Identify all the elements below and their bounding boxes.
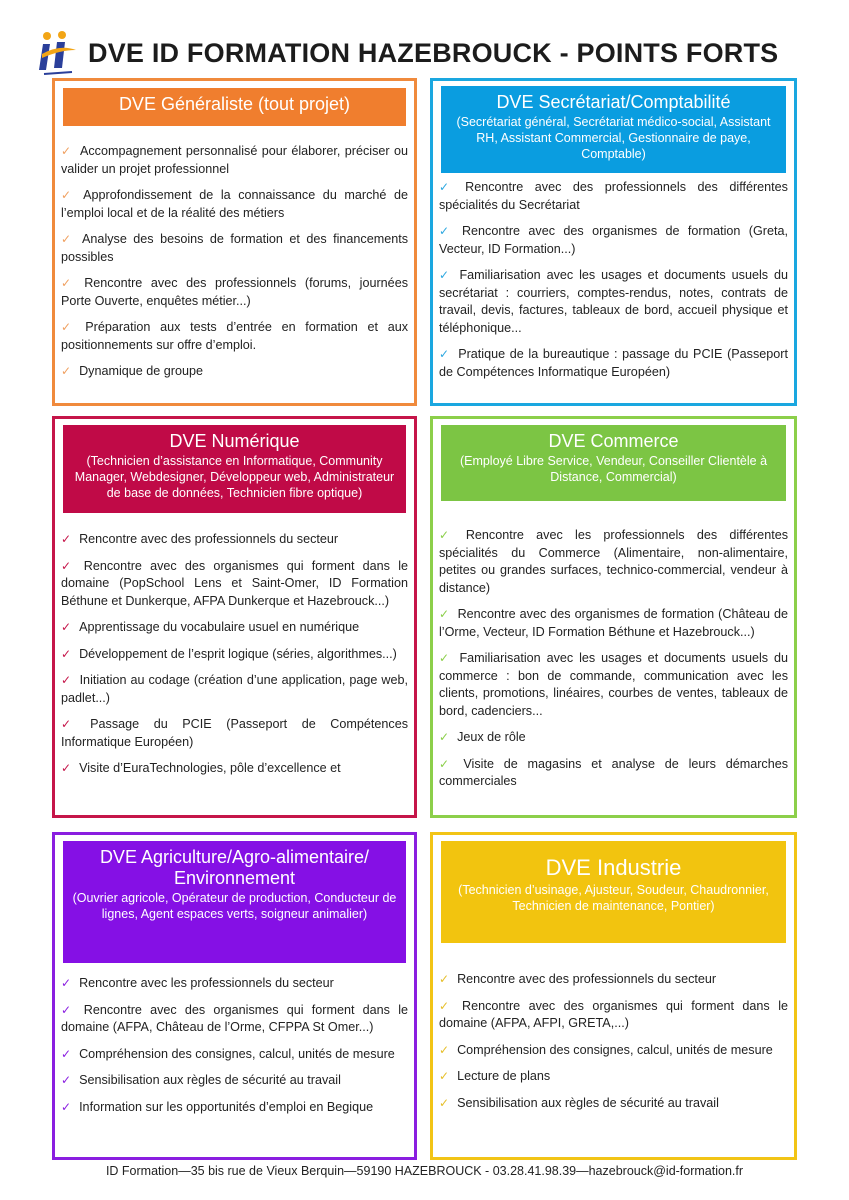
card-title: DVE Généraliste (tout projet) bbox=[118, 94, 351, 114]
card-subtitle: (Ouvrier agricole, Opérateur de production, Conducteur de lignes, Agent espaces verts, soigneur animalier) bbox=[72, 891, 397, 921]
check-icon: ✓ bbox=[439, 756, 456, 771]
list-item: ✓ Rencontre avec des professionnels du secteur bbox=[61, 532, 339, 546]
check-icon: ✓ bbox=[439, 268, 452, 282]
list-item: ✓ Accompagnement personnalisé pour élaborer, préciser ou valider un projet professionnel bbox=[61, 144, 408, 176]
points-list bbox=[61, 143, 408, 390]
card-dve-industrie bbox=[430, 832, 797, 1160]
footer-contact: ID Formation—35 bis rue de Vieux Berquin—59190 HAZEBROUCK - 03.28.41.98.39—hazebrouck@id-formation.fr bbox=[105, 1164, 744, 1178]
list-item: ✓ Approfondissement de la connaissance du marché de l’emploi local et de la réalité des métiers bbox=[61, 188, 408, 220]
list-item: ✓ Apprentissage du vocabulaire usuel en numérique bbox=[61, 620, 360, 634]
check-icon: ✓ bbox=[61, 532, 72, 546]
check-icon: ✓ bbox=[439, 651, 452, 665]
check-icon: ✓ bbox=[61, 232, 75, 246]
check-icon: ✓ bbox=[61, 1099, 72, 1114]
card-subtitle: (Technicien d’assistance en Informatique, Community Manager, Webdesigner, Développeur web, Administrateur de base de données, Technicien fibre optique) bbox=[74, 454, 395, 500]
card-dve-agriculture bbox=[52, 832, 417, 1160]
check-icon: ✓ bbox=[61, 188, 76, 202]
card-dve-secretariat bbox=[430, 78, 797, 406]
list-item: ✓ Visite de magasins et analyse de leurs démarches commerciales bbox=[439, 756, 789, 788]
check-icon: ✓ bbox=[61, 673, 72, 687]
check-icon: ✓ bbox=[439, 1042, 450, 1057]
list-item: ✓ Compréhension des consignes, calcul, unités de mesure bbox=[439, 1042, 773, 1057]
check-icon: ✓ bbox=[61, 320, 78, 334]
list-item: ✓ Sensibilisation aux règles de sécurité au travail bbox=[439, 1095, 719, 1110]
card-dve-commerce bbox=[430, 416, 797, 818]
points-list bbox=[439, 527, 788, 800]
card-header bbox=[63, 841, 406, 963]
id-formation-logo bbox=[38, 30, 78, 80]
card-header bbox=[441, 425, 786, 501]
list-item: ✓ Passage du PCIE (Passeport de Compétences Informatique Européen) bbox=[61, 717, 408, 749]
check-icon: ✓ bbox=[439, 972, 450, 986]
list-item: ✓ Développement de l’esprit logique (séries, algorithmes...) bbox=[61, 646, 397, 661]
list-item: ✓ Rencontre avec des professionnels du secteur bbox=[439, 972, 717, 986]
list-item: ✓ Analyse des besoins de formation et des financements possibles bbox=[61, 232, 408, 264]
card-dve-numerique bbox=[52, 416, 417, 818]
check-icon: ✓ bbox=[61, 364, 72, 378]
check-icon: ✓ bbox=[61, 976, 72, 990]
points-list bbox=[61, 531, 408, 787]
check-icon: ✓ bbox=[61, 276, 77, 290]
check-icon: ✓ bbox=[61, 1046, 72, 1061]
points-list bbox=[439, 179, 788, 390]
points-list bbox=[439, 971, 788, 1121]
card-title: DVE Agriculture/Agro-alimentaire/ Environnement bbox=[99, 847, 370, 888]
check-icon: ✓ bbox=[61, 1002, 76, 1017]
list-item: ✓ Rencontre avec des organismes qui forment dans le domaine (AFPA, AFPI, GRETA,...) bbox=[439, 998, 788, 1030]
card-dve-generaliste bbox=[52, 78, 417, 406]
list-item: ✓ Pratique de la bureautique : passage du PCIE (Passeport de Compétences Informatique Européen) bbox=[439, 347, 788, 379]
check-icon: ✓ bbox=[439, 607, 450, 621]
card-title: DVE Commerce bbox=[548, 431, 679, 451]
check-icon: ✓ bbox=[439, 528, 458, 542]
check-icon: ✓ bbox=[61, 717, 83, 731]
check-icon: ✓ bbox=[439, 347, 451, 361]
list-item: ✓ Rencontre avec des organismes qui forment dans le domaine (PopSchool Lens et Saint-Omer, ID Formation Béthune et Dunkerque, AFPA Dunkerque et Hazebrouck...) bbox=[61, 558, 408, 608]
check-icon: ✓ bbox=[439, 224, 454, 238]
points-list bbox=[61, 975, 408, 1125]
list-item: ✓ Rencontre avec les professionnels du secteur bbox=[61, 976, 334, 990]
list-item: ✓ Préparation aux tests d’entrée en formation et aux positionnements sur offre d’emploi. bbox=[61, 320, 408, 352]
check-icon: ✓ bbox=[439, 1069, 450, 1083]
check-icon: ✓ bbox=[61, 761, 72, 775]
check-icon: ✓ bbox=[61, 144, 72, 158]
list-item: ✓ Rencontre avec des professionnels (forums, journées Porte Ouverte, enquêtes métier...) bbox=[61, 276, 408, 308]
card-title: DVE Secrétariat/Comptabilité bbox=[496, 92, 731, 112]
check-icon: ✓ bbox=[61, 620, 72, 634]
card-header bbox=[441, 841, 786, 943]
card-header bbox=[441, 86, 786, 173]
card-title: DVE Industrie bbox=[545, 855, 682, 880]
list-item: ✓ Dynamique de groupe bbox=[61, 364, 203, 378]
card-subtitle: (Secrétariat général, Secrétariat médico-social, Assistant RH, Assistant Commercial, Gestionnaire de paye, Comptable) bbox=[456, 115, 771, 161]
list-item: ✓ Initiation au codage (création d’une application, page web, padlet...) bbox=[61, 673, 408, 705]
list-item: ✓ Compréhension des consignes, calcul, unités de mesure bbox=[61, 1046, 395, 1061]
check-icon: ✓ bbox=[439, 998, 455, 1013]
list-item: ✓ Rencontre avec les professionnels des différentes spécialités du Commerce (Alimentaire, non-alimentaire, petites ou grandes surfaces, technico-commercial, vendeur à distance) bbox=[439, 528, 788, 595]
check-icon: ✓ bbox=[439, 1095, 450, 1110]
list-item: ✓ Familiarisation avec les usages et documents usuels du commerce : bon de commande, communication avec les clients, promotions, linéaires, courbes de ventes, tableaux de bord, cadenciers... bbox=[439, 651, 788, 718]
page-title: DVE ID FORMATION HAZEBROUCK - POINTS FORTS bbox=[88, 38, 779, 68]
check-icon: ✓ bbox=[439, 180, 458, 194]
card-header bbox=[63, 88, 406, 126]
check-icon: ✓ bbox=[439, 730, 450, 744]
list-item: ✓ Sensibilisation aux règles de sécurité au travail bbox=[61, 1073, 341, 1087]
card-header bbox=[63, 425, 406, 513]
list-item: ✓ Rencontre avec des professionnels des différentes spécialités du Secrétariat bbox=[439, 180, 788, 212]
card-title: DVE Numérique bbox=[169, 431, 300, 451]
check-icon: ✓ bbox=[61, 558, 76, 573]
list-item: ✓ Rencontre avec des organismes qui forment dans le domaine (AFPA, Château de l’Orme, CFPPA St Omer...) bbox=[61, 1002, 408, 1034]
list-item: ✓ Familiarisation avec les usages et documents usuels du secrétariat : courriers, comptes-rendus, notes, contrats de travail, devis, factures, tableaux de bord, accueil physique et téléphonique... bbox=[439, 268, 788, 335]
check-icon: ✓ bbox=[61, 1073, 72, 1087]
list-item: ✓ Lecture de plans bbox=[439, 1069, 551, 1083]
list-item: ✓ Visite d’EuraTechnologies, pôle d’excellence et bbox=[61, 761, 341, 775]
card-subtitle: (Technicien d’usinage, Ajusteur, Soudeur, Chaudronnier, Technicien de maintenance, Pontier) bbox=[458, 883, 769, 913]
list-item: ✓ Rencontre avec des organismes de formation (Greta, Vecteur, ID Formation...) bbox=[439, 224, 788, 256]
list-item: ✓ Jeux de rôle bbox=[439, 730, 526, 744]
check-icon: ✓ bbox=[61, 646, 72, 661]
card-subtitle: (Employé Libre Service, Vendeur, Conseiller Clientèle à Distance, Commercial) bbox=[459, 454, 768, 484]
list-item: ✓ Information sur les opportunités d’emploi en Begique bbox=[61, 1099, 374, 1114]
list-item: ✓ Rencontre avec des organismes de formation (Château de l’Orme, Vecteur, ID Formation Béthune et Hazebrouck...) bbox=[439, 607, 788, 639]
